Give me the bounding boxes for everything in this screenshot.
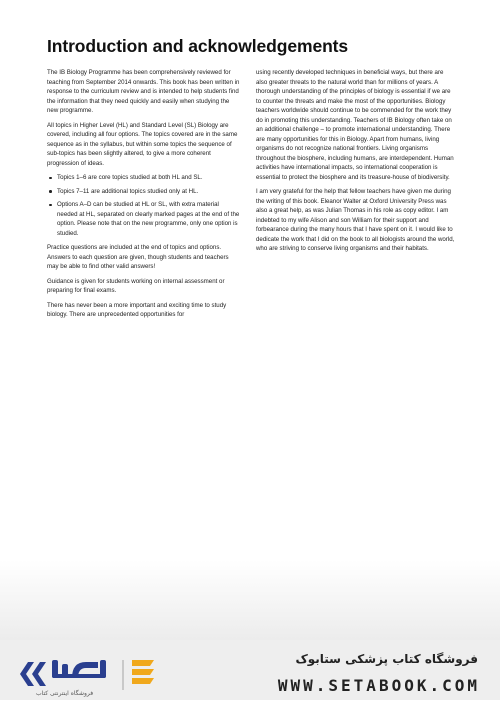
right-column <box>256 68 456 259</box>
paragraph: Guidance is given for students working on internal assessment or preparing for final exams. <box>47 277 225 294</box>
paragraph: Practice questions are included at the end of topics and options. Answers to each question are given, though students and teachers may be able to find other valid answers! <box>47 244 229 270</box>
logo-tagline: فروشگاه اینترنتی کتاب <box>36 690 94 697</box>
page-title: Introduction and acknowledgements <box>47 36 349 56</box>
paragraph: The IB Biology Programme has been comprehensively reviewed for teaching from September 2014 onwards. This book has been written in response to the curriculum review and is intended to help students find the information that they need quickly and easily when studying the new programme. <box>47 69 240 114</box>
page-bottom-shade <box>0 560 500 640</box>
paragraph: using recently developed techniques in beneficial ways, but there are also greater threats to the natural world than for millions of years. A thorough understanding of the principles of biology is essential if we are to counter the threats and make the most of the opportunities. Biology teachers worldwide should continue to be commended for the work they do in promoting this understanding. Teachers of IB Biology often take on an additional challenge – to promote international understanding. There are many opportunities for this in Biology. Apart from humans, living organisms do not recognize national frontiers. Living organisms throughout the biosphere, including humans, are interdependent. Human activities have international impacts, so international cooperation is essential to protect the biosphere and its treasure-house of biodiversity. <box>256 69 454 181</box>
bullet-item: Options A–D can be studied at HL or SL, with extra material needed at HL, separated on clearly marked pages at the end of the option. Please note that on the new programme, only one option is studied. <box>57 201 240 237</box>
bullet-item: Topics 7–11 are additional topics studied only at HL. <box>57 187 240 197</box>
paragraph: All topics in Higher Level (HL) and Standard Level (SL) Biology are covered, including all four options. The topics covered are in the same sequence as in the syllabus, but within some topics the sequence of sub-topics has been slightly altered, to give a more coherent progression of ideas. <box>47 121 238 167</box>
store-url: WWW.SETABOOK.COM <box>277 676 480 695</box>
watermark-footer <box>0 640 500 700</box>
bullet-item: Topics 1–6 are core topics studied at both HL and SL. <box>57 173 240 183</box>
left-column <box>47 68 240 325</box>
setabook-logo <box>14 652 164 696</box>
paragraph: There has never been a more important and exciting time to study biology. There are unprecedented opportunities for <box>47 301 227 318</box>
paragraph: I am very grateful for the help that fellow teachers have given me during the writing of this book. Eleanor Walter at Oxford University Press was also a great help, as was Julian Thomas in his role as copy editor. I am indebted to my wife Alison and son William for their support and forbearance during the many hours that I have spent on it. I would like to dedicate the work that I did on the book to all biologists around the world, who are striving to conserve living organisms and their habitats. <box>256 188 455 252</box>
store-name: فروشگاه کتاب پزشکی ستابوک <box>295 652 478 666</box>
topic-bullet-list <box>47 173 240 238</box>
